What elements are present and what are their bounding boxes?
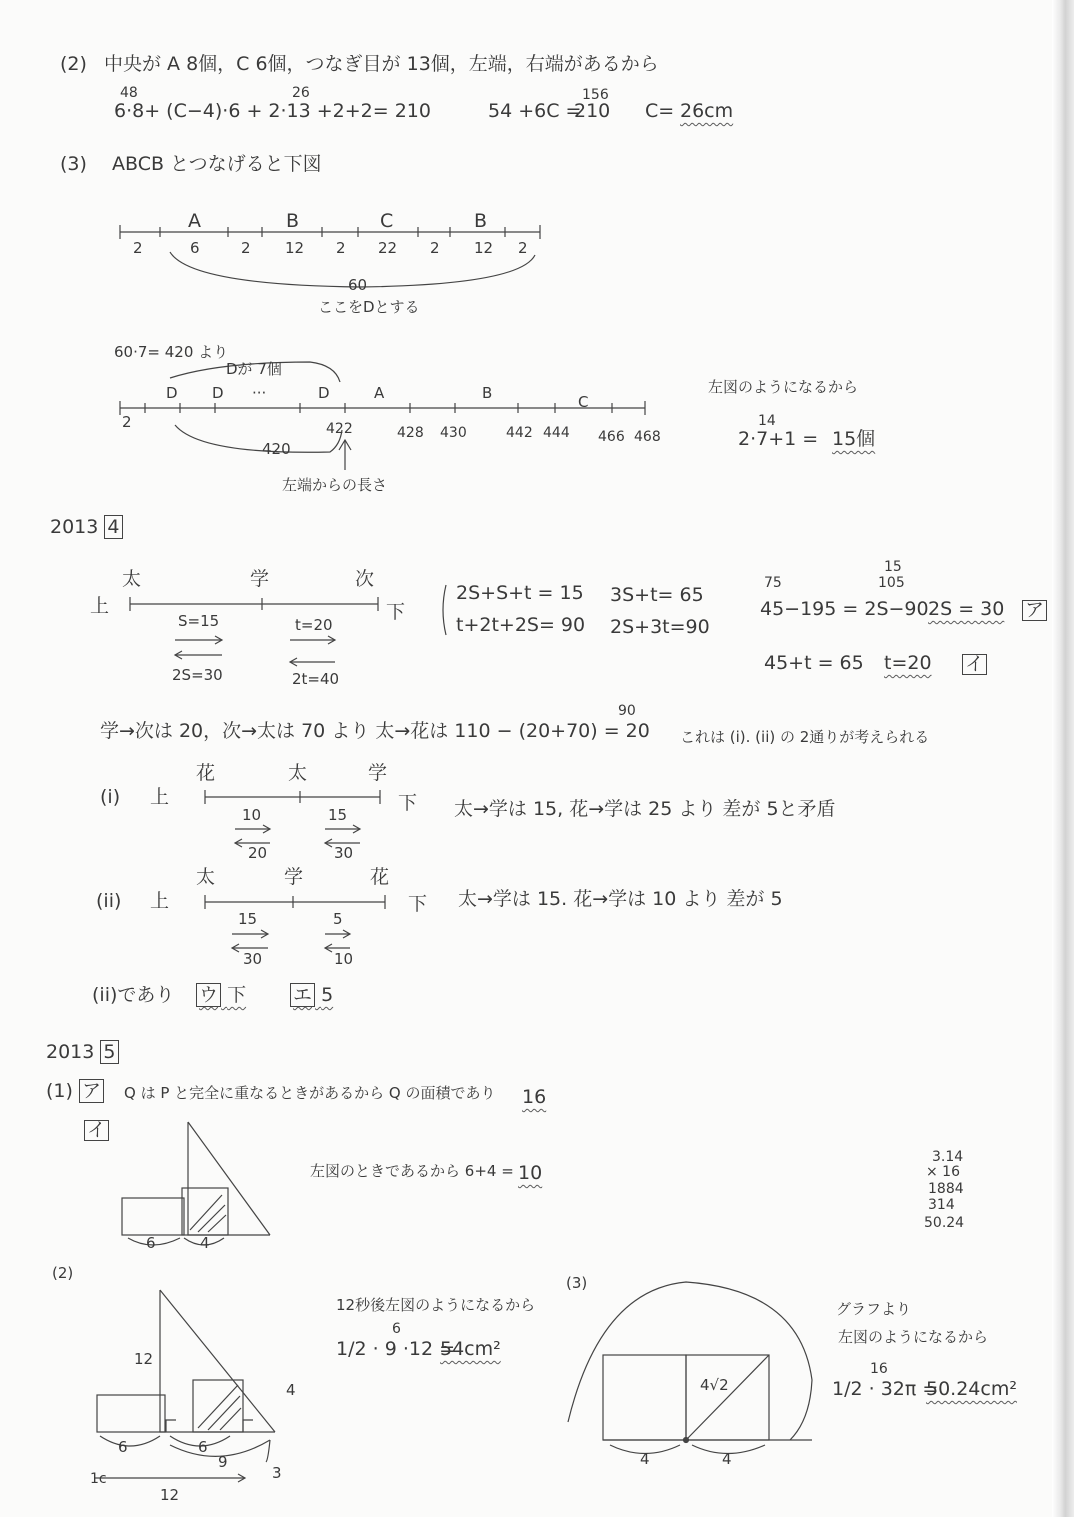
calc1b: 2S = 30 [928,598,1005,620]
answer-box-e: エ [290,983,315,1007]
figure-semicircle [568,1282,812,1454]
line1-bottom-0: 2 [133,239,143,257]
eq3: 3S+t= 65 [610,584,704,606]
line1-top-B2: B [474,210,488,232]
fig2-label-12: 12 [134,1350,154,1368]
fig3-label-4root2: 4√2 [700,1376,729,1394]
sup-15: 15 [884,559,902,575]
case1-gaku: 学 [368,762,388,784]
line2-bottom-468: 468 [634,429,661,445]
d-count: Dが 7個 [226,360,282,378]
line2-top-D3: D [318,384,330,402]
case2-num-10: 10 [334,950,354,968]
line-a: 学→次は 20，次→太は 70 より 太→花は 110 − (20+70) = 20 [100,720,650,742]
line1-bottom-2: 2 [241,239,251,257]
line2-top-D2: D [212,384,224,402]
answer-e-value: 5 [321,984,334,1006]
case1-down: 下 [398,792,418,814]
fig3-label-4b: 4 [722,1450,732,1468]
line1-bottom-7: 12 [474,239,494,257]
q5-1-box: ア [79,1079,104,1103]
line2-bottom-442: 442 [506,425,533,441]
label-up: 上 [90,595,110,617]
calc1: 45−195 = 2S−90 [760,598,929,620]
line2-bottom-444: 444 [543,425,570,441]
fig2-label-4: 4 [286,1381,296,1399]
label-gaku: 学 [250,568,270,590]
right-note: 左図のようになるから [708,378,859,396]
label-tsugi: 次 [355,568,375,590]
q5-3-sup: 16 [870,1361,888,1377]
q3-sentence: ABCB とつなげると下図 [112,153,322,175]
case2-hana: 花 [370,866,390,888]
case2-num-30: 30 [243,950,263,968]
q2-equation: 6·8+ (C−4)·6 + 2·13 +2+2= 210 [114,100,431,122]
fig2-label-3: 3 [272,1464,282,1482]
heading-box-5: 5 [100,1040,118,1064]
line2-top-A: A [374,384,385,402]
fig2-label-12b: 12 [160,1486,180,1504]
q5-2-text: 12秒後左図のようになるから [336,1296,536,1314]
right-answer: 15個 [832,428,876,450]
line2-top-D1: D [166,384,178,402]
line-a-tail: これは (i). (ii) の 2通りが考えられる [680,728,930,746]
line1-bottom-6: 2 [430,239,440,257]
calc2b: t=20 [884,652,932,674]
label-down: 下 [386,601,406,623]
fig2-label-1c: 1c [90,1471,107,1487]
eq1: 2S+S+t = 15 [456,582,584,604]
label-ta: 太 [122,568,142,590]
q5-1-text: Q は P と完全に重なるときがあるから Q の面積であり [124,1084,496,1102]
q5-1b-box: イ [84,1120,109,1141]
case2-label: (ii) [96,890,122,912]
case2-num-15: 15 [238,910,258,928]
conclusion: (ii)であり [92,984,175,1006]
mult-line-1: 3.14 [932,1149,964,1165]
q5-3-text1: グラフより [836,1300,912,1318]
case1-num-20: 20 [248,844,268,862]
sup-105: 105 [878,575,905,591]
case2-text: 太→学は 15. 花→学は 10 より 差が 5 [458,888,783,910]
q5-3-answer: 50.24cm² [926,1378,1017,1400]
q2-label: (2) [60,53,87,75]
calc2: 45+t = 65 [764,652,864,674]
t-back: 2t=40 [292,670,340,688]
right-sup-14: 14 [758,413,776,429]
q2-eq2-value: 210 [574,100,611,122]
q2-note-26: 26 [292,85,310,101]
q5-2-answer: 54cm² [440,1338,501,1360]
q5-1-answer: 16 [522,1086,547,1108]
fig1-label-6: 6 [146,1234,156,1252]
line1-bottom-1: 6 [190,239,200,257]
line2-top-dots: ··· [252,384,267,402]
case2-up: 上 [150,890,170,912]
q2-note-48: 48 [120,85,138,101]
equation-bracket [443,585,446,635]
number-line-2 [120,362,645,470]
line1-bottom-3: 12 [285,239,305,257]
heading-2013-5: 2013 5 [46,1043,119,1062]
line1-top-A: A [188,210,201,232]
line2-bottom-430: 430 [440,425,467,441]
brace-value-60: 60 [348,276,368,294]
line1-top-B: B [286,210,300,232]
case1-ta: 太 [288,762,308,784]
case1-hana: 花 [196,762,216,784]
q2-note-156: 156 [582,87,609,103]
sup-75: 75 [764,575,782,591]
s-back: 2S=30 [172,666,223,684]
walk-line-case1 [205,790,380,847]
answer-u [196,986,246,1005]
fig2-label-6a: 6 [118,1438,128,1456]
case2-down: 下 [408,893,428,915]
heading-2013-4: 2013 4 [50,518,123,537]
brace-value-420: 420 [262,440,291,458]
q5-3-text2: 左図のようになるから [838,1328,989,1346]
case1-num-30: 30 [334,844,354,862]
eq2: t+2t+2S= 90 [456,614,586,636]
line1-bottom-4: 2 [336,239,346,257]
mult-line-5: 50.24 [924,1215,965,1231]
answer-e [290,986,333,1005]
q5-3-calc: 1/2 · 32π = [832,1378,939,1400]
q5-2-label: (2) [52,1264,74,1282]
case2-num-5: 5 [333,910,343,928]
brace-caption: ここをDとする [318,298,420,316]
case1-label: (i) [100,786,121,808]
case1-num-10: 10 [242,806,262,824]
line2-bottom-422: 422 [326,421,353,437]
q5-2-calc: 1/2 · 9 ·12 = [336,1338,456,1360]
q5-1b-text: 左図のときであるから 6+4 = [310,1162,514,1180]
q5-1-label: (1) ア [46,1082,104,1101]
line1-top-C: C [380,210,394,232]
fig2-label-9: 9 [218,1453,228,1471]
walk-line-main [130,597,378,666]
fig3-label-4a: 4 [640,1450,650,1468]
case2-ta: 太 [196,866,216,888]
case1-text: 太→学は 15, 花→学は 25 より 差が 5と矛盾 [454,798,836,820]
q3-label: (3) [60,153,87,175]
q2-eq2: 54 +6C = [488,100,582,122]
sup-90: 90 [618,703,636,719]
q5-1b-answer: 10 [518,1162,543,1184]
eq4: 2S+3t=90 [610,616,710,638]
line2-bottom-428: 428 [397,425,424,441]
mult-line-3: 1884 [928,1181,964,1197]
case1-up: 上 [150,786,170,808]
case2-gaku: 学 [284,866,304,888]
walk-line-case2 [205,895,385,952]
line2-bottom-466: 466 [598,429,625,445]
line1-bottom-8: 2 [518,239,528,257]
answer-box-i: イ [962,654,987,675]
q5-3-label: (3) [566,1274,588,1292]
answer-box-u: ウ [196,983,221,1007]
answer-u-value: 下 [227,984,247,1006]
q5-2-sup: 6 [392,1321,401,1337]
line2-bottom-2: 2 [122,413,132,431]
right-calc: 2·7+1 = [738,428,819,450]
fig1-label-4: 4 [200,1234,210,1252]
calc-420: 60·7= 420 より [114,343,229,361]
q2-answer-prefix: C= [645,100,675,122]
heading-box-4: 4 [104,515,122,539]
q2-answer: 26cm [680,100,734,122]
mult-line-4: 314 [928,1197,955,1213]
fig2-label-6b: 6 [198,1438,208,1456]
case1-num-15: 15 [328,806,348,824]
line1-bottom-5: 22 [378,239,398,257]
mult-line-2: × 16 [926,1164,960,1180]
answer-box-a: ア [1022,600,1047,621]
s-label: S=15 [178,612,220,630]
t-label: t=20 [295,616,333,634]
line2-top-B: B [482,384,493,402]
q2-sentence: 中央が A 8個，C 6個，つなぎ目が 13個，左端，右端があるから [104,53,659,75]
line2-top-C: C [578,393,589,411]
figure-overlap-1 [122,1122,270,1245]
arrow-caption: 左端からの長さ [282,476,388,494]
